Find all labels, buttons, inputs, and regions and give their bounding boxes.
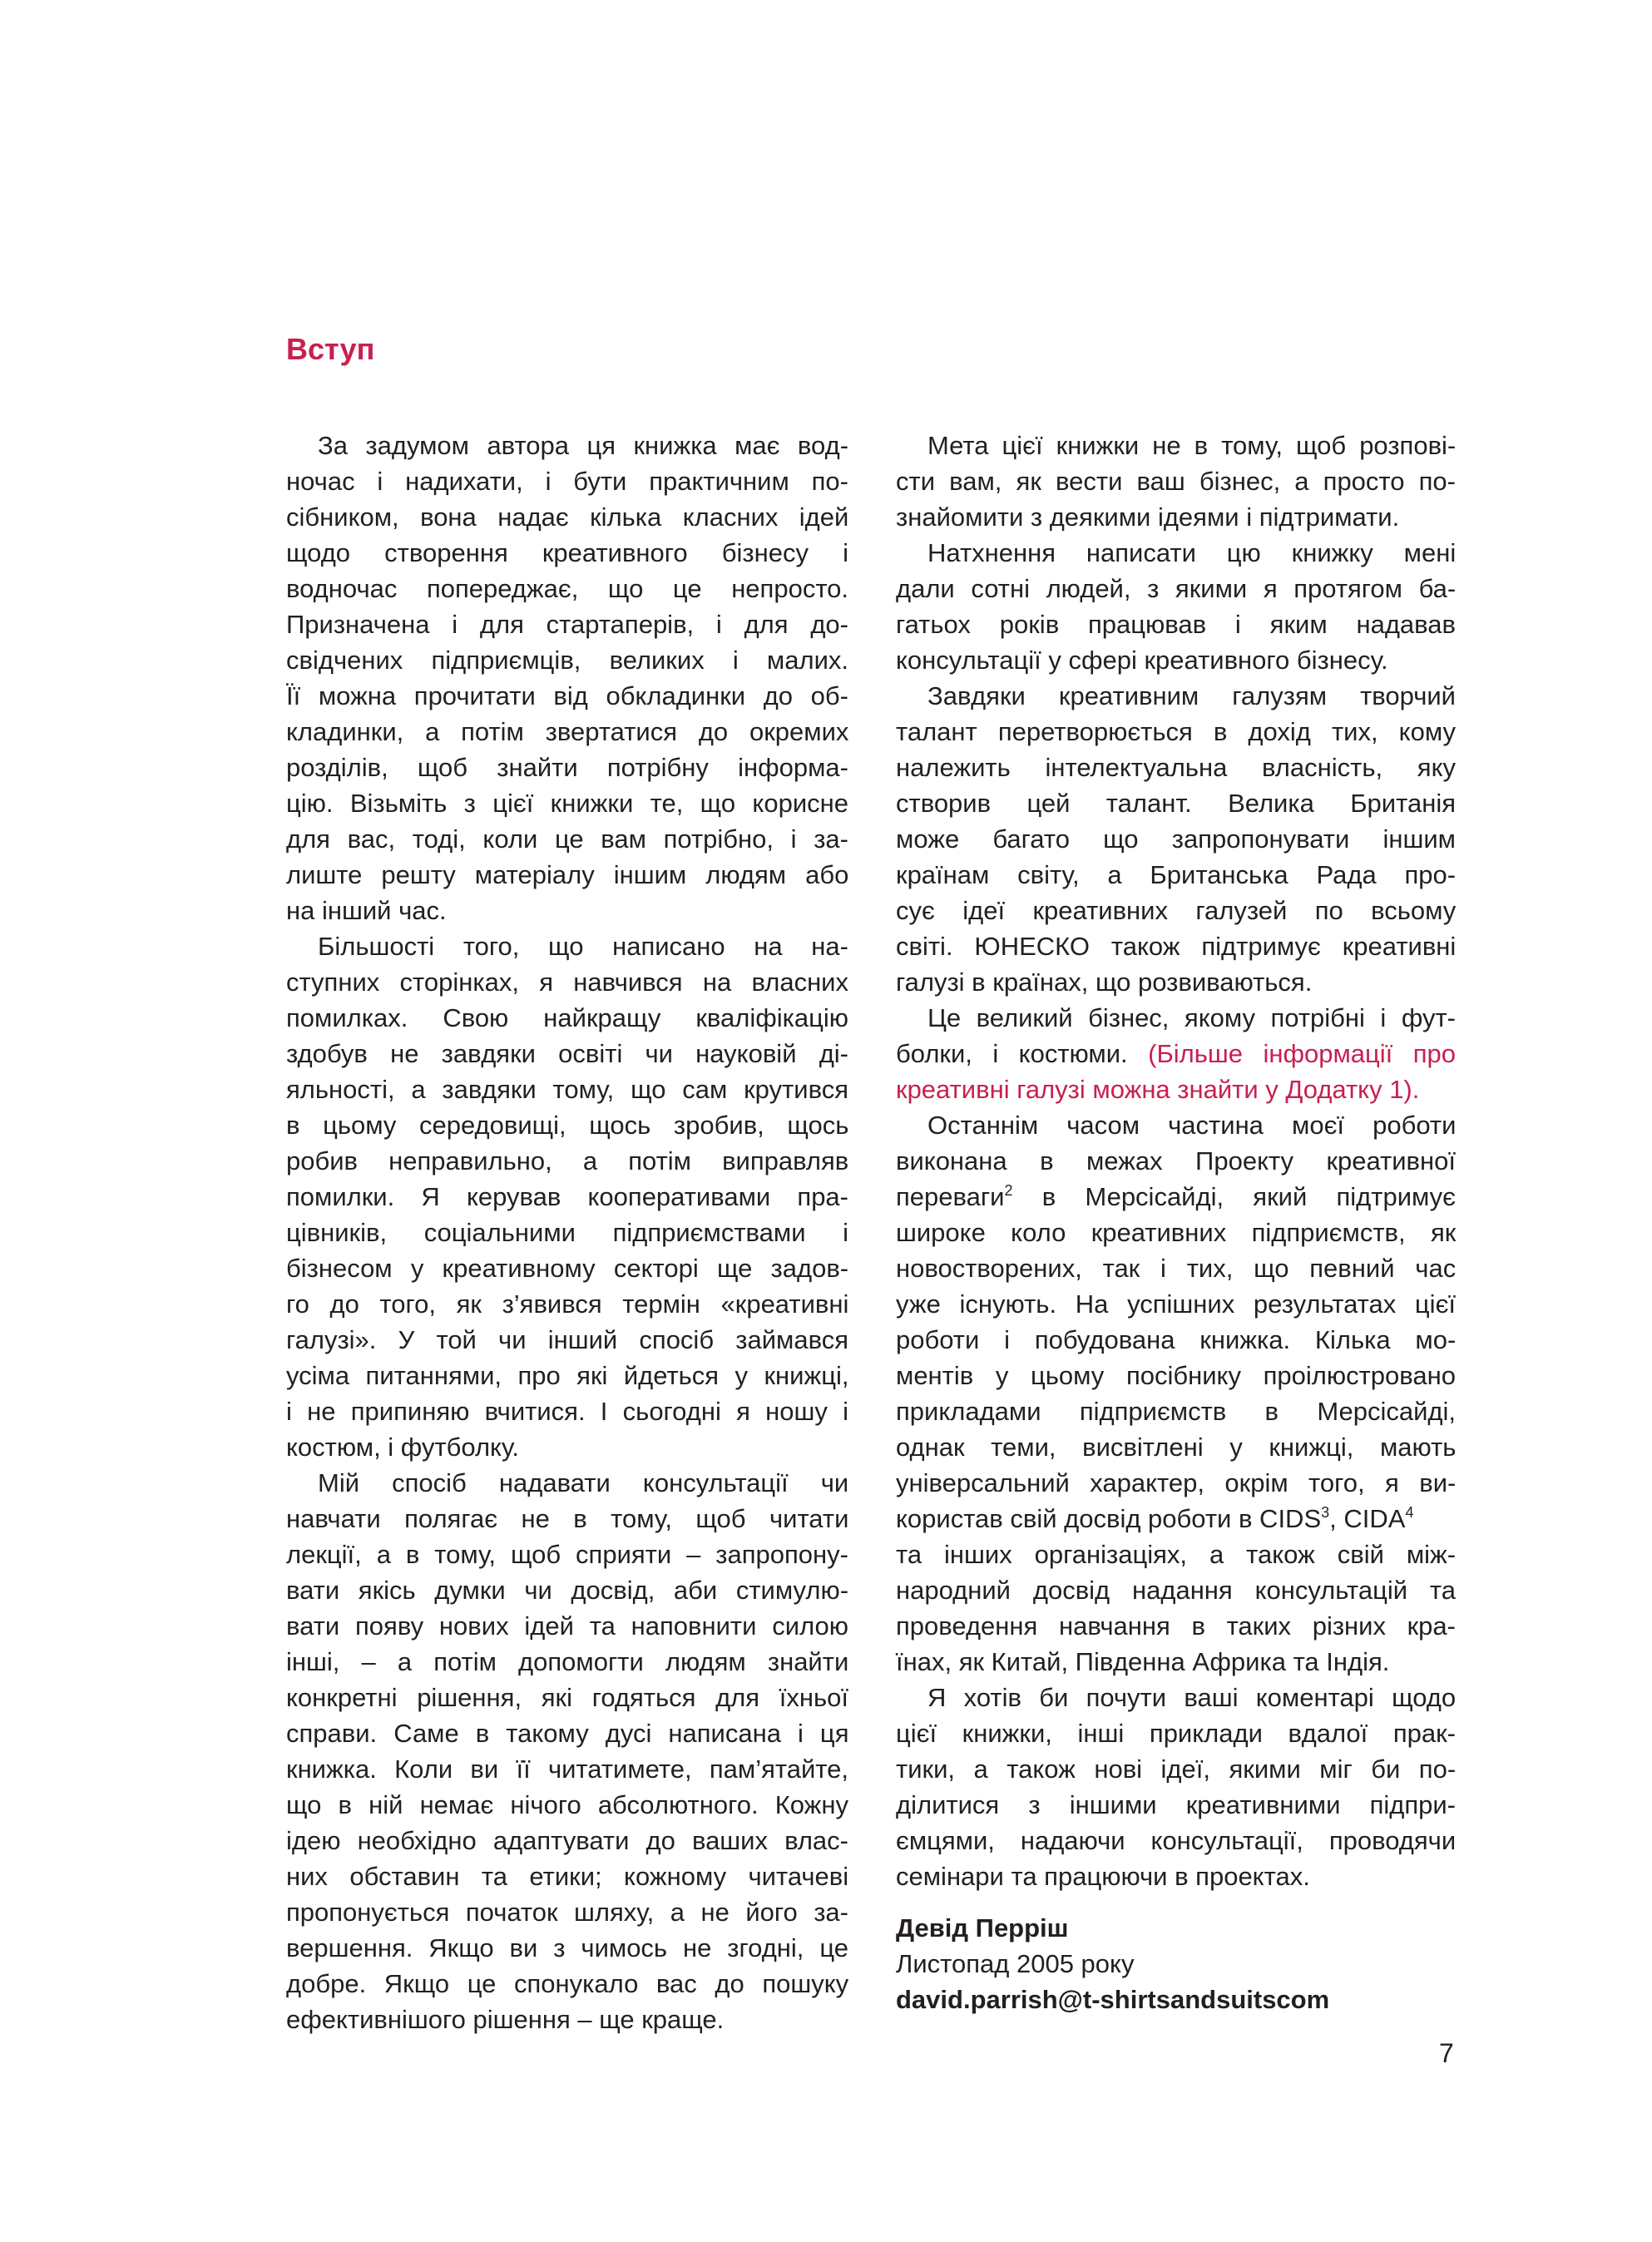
paragraph-5	[896, 535, 1456, 678]
text-fragment: в Мерсісайді, який підтримує	[1012, 1182, 1456, 1211]
text-line: Мій спосіб надавати консультації чи	[318, 1468, 849, 1497]
text-line: Останнім часом частина моєї роботи	[927, 1111, 1457, 1140]
text-line: сібником, вона надає кілька класних ідей	[286, 502, 849, 532]
footnote-marker: 3	[1321, 1504, 1330, 1521]
text-line: помилки. Я керував кооперативами пра-	[286, 1182, 848, 1211]
text-line: їнах, як Китай, Південна Африка та Індія.	[896, 1647, 1390, 1676]
text-line: усіма питаннями, про які йдеться у книжці,	[286, 1361, 849, 1390]
text-line: ефективнішого рішення – ще краще.	[286, 2005, 725, 2034]
text-line: здобув не завдяки освіті чи науковій ді-	[286, 1039, 848, 1068]
text-line: для вас, тоді, коли це вам потрібно, і за-	[286, 824, 848, 854]
text-line: Це великий бізнес, якому потрібні і фут-	[927, 1003, 1456, 1032]
text-line: робив неправильно, а потім виправляв	[286, 1146, 849, 1175]
appendix-reference-cont: креативні галузі можна знайти у Додатку 1).	[896, 1075, 1420, 1104]
author-name: Девід Перріш	[896, 1913, 1069, 1943]
text-line: вати появу нових ідей та наповнити силою	[286, 1611, 848, 1641]
text-fragment: болки, і костюми.	[896, 1039, 1128, 1068]
text-line: справи. Саме в такому дусі написана і ця	[286, 1719, 849, 1748]
text-line: ємцями, надаючи консультації, проводячи	[896, 1826, 1457, 1855]
text-line: країнам світу, а Британська Рада про-	[896, 860, 1457, 889]
text-line: го до того, як з’явився термін «креативні	[286, 1289, 849, 1319]
text-line: дали сотні людей, з якими я протягом ба-	[896, 574, 1457, 603]
text-line: Натхнення написати цю книжку мені	[927, 538, 1457, 567]
text-fragment: користав свій досвід роботи в CIDS	[896, 1504, 1322, 1533]
text-line: народний досвід надання консультацій та	[896, 1576, 1456, 1605]
text-line: розділів, щоб знайти потрібну інформа-	[286, 753, 848, 782]
page-title: Вступ	[286, 332, 375, 366]
text-line: тики, а також нові ідеї, якими міг би по-	[896, 1755, 1457, 1784]
paragraph-8	[896, 1107, 1456, 1680]
text-line: водночас попереджає, що це непросто.	[286, 574, 849, 603]
text-line: та інших організаціях, а також свій між-	[896, 1540, 1457, 1569]
text-line: цівників, соціальними підприємствами і	[286, 1218, 849, 1247]
page-number: 7	[1439, 2038, 1454, 2068]
text-line: помилках. Свою найкращу кваліфікацію	[286, 1003, 848, 1032]
text-line: вершення. Якщо ви з чимось не згодні, це	[286, 1933, 848, 1962]
text-line: За задумом автора ця книжка має вод-	[318, 431, 849, 460]
footnote-marker: 2	[1004, 1182, 1013, 1199]
text-line: ідею необхідно адаптувати до ваших влас-	[286, 1826, 848, 1855]
signature-block	[896, 1910, 1329, 2017]
left-column	[286, 428, 848, 2037]
text-line: цієї книжки, інші приклади вдалої прак-	[896, 1719, 1457, 1748]
text-line: виконана в межах Проекту креативної	[896, 1146, 1456, 1175]
text-line: може багато що запропонувати іншим	[896, 824, 1456, 854]
text-line: Призначена і для стартаперів, і для до-	[286, 610, 848, 639]
text-line: бізнесом у креативному секторі ще задов-	[286, 1254, 849, 1283]
text-line: новостворених, так і тих, що певний час	[896, 1254, 1457, 1283]
text-line: гатьох років працював і яким надавав	[896, 610, 1456, 639]
paragraph-6	[896, 678, 1456, 1000]
appendix-reference: (Більше інформації про	[1148, 1039, 1456, 1068]
paragraph-1	[286, 428, 848, 928]
text-line: галузі в країнах, що розвиваються.	[896, 968, 1313, 997]
text-line	[896, 1179, 1456, 1215]
text-line: універсальний характер, окрім того, я ви-	[896, 1468, 1457, 1497]
text-line: лиште решту матеріалу іншим людям або	[286, 860, 849, 889]
text-line: роботи і побудована книжка. Кілька мо-	[896, 1325, 1457, 1354]
text-line: них обставин та етики; кожному читачеві	[286, 1862, 849, 1891]
text-line: сти вам, як вести ваш бізнес, а просто по-	[896, 467, 1456, 496]
text-line: конкретні рішення, які годяться для їхньої	[286, 1683, 848, 1712]
text-line: цію. Візьміть з цієї книжки те, що корисне	[286, 789, 848, 818]
text-fragment: , CIDA	[1329, 1504, 1406, 1533]
text-line: інші, – а потім допомогти людям знайти	[286, 1647, 849, 1676]
text-line: кладинки, а потім звертатися до окремих	[286, 717, 849, 746]
text-line: Я хотів би почути ваші коментарі щодо	[927, 1683, 1457, 1712]
text-line: талант перетворюється в дохід тих, кому	[896, 717, 1456, 746]
text-line: Завдяки креативним галузям творчий	[927, 681, 1456, 710]
text-line: в цьому середовищі, щось зробив, щось	[286, 1111, 849, 1140]
text-line: книжка. Коли ви її читатимете, пам’ятайте,	[286, 1755, 848, 1784]
text-line: вати якісь думки чи досвід, аби стимулю-	[286, 1576, 849, 1605]
text-line: що в ній немає нічого абсолютного. Кожну	[286, 1790, 848, 1819]
text-line: світі. ЮНЕСКО також підтримує креативні	[896, 932, 1457, 961]
text-fragment: переваги	[896, 1182, 1005, 1211]
text-line: добре. Якщо це спонукало вас до пошуку	[286, 1969, 849, 1998]
text-line: ментів у цьому посібнику проілюстровано	[896, 1361, 1456, 1390]
text-line: належить інтелектуальна власність, яку	[896, 753, 1456, 782]
text-line: сує ідеї креативних галузей по всьому	[896, 896, 1457, 925]
text-line: яльності, а завдяки тому, що сам крутився	[286, 1075, 848, 1104]
text-line: Мета цієї книжки не в тому, щоб розпові-	[927, 431, 1457, 460]
text-line: ступних сторінках, я навчився на власних	[286, 968, 848, 997]
paragraph-3	[286, 1465, 848, 2037]
text-line: широке коло креативних підприємств, як	[896, 1218, 1457, 1247]
footnote-marker: 4	[1405, 1504, 1414, 1521]
text-line: прикладами підприємств в Мерсісайді,	[896, 1397, 1456, 1426]
text-line: щодо створення креативного бізнесу і	[286, 538, 848, 567]
text-line: уже існують. На успішних результатах цієї	[896, 1289, 1456, 1319]
text-line: пропонується початок шляху, а не його за-	[286, 1898, 848, 1927]
paragraph-4	[896, 428, 1456, 535]
text-line: лекції, а в тому, щоб сприяти – запропону-	[286, 1540, 848, 1569]
text-line	[896, 1036, 1456, 1072]
text-line: проведення навчання в таких різних кра-	[896, 1611, 1456, 1641]
text-line: Її можна прочитати від обкладинки до об-	[286, 681, 848, 710]
text-line: ділитися з іншими креативними підпри-	[896, 1790, 1456, 1819]
text-line: на інший час.	[286, 896, 447, 925]
right-column	[896, 428, 1456, 1894]
text-line: знайомити з деякими ідеями і підтримати.	[896, 502, 1400, 532]
text-line: семінари та працюючи в проектах.	[896, 1862, 1310, 1891]
text-line	[896, 1501, 1456, 1537]
paragraph-2	[286, 928, 848, 1465]
signature-date: Листопад 2005 року	[896, 1949, 1135, 1978]
paragraph-7	[896, 1000, 1456, 1107]
text-line: навчати полягає не в тому, щоб читати	[286, 1504, 849, 1533]
text-line: свідчених підприємців, великих і малих.	[286, 646, 848, 675]
text-line: Більшості того, що написано на на-	[318, 932, 848, 961]
text-line: консультації у сфері креативного бізнесу.	[896, 646, 1388, 675]
text-line: однак теми, висвітлені у книжці, мають	[896, 1433, 1457, 1462]
text-line: галузі». У той чи інший спосіб займався	[286, 1325, 848, 1354]
author-email: david.parrish@t-shirtsandsuitscom	[896, 1985, 1330, 2014]
text-line: створив цей талант. Велика Британія	[896, 789, 1456, 818]
text-line: костюм, і футболку.	[286, 1433, 519, 1462]
paragraph-9	[896, 1680, 1456, 1894]
text-line: ночас і надихати, і бути практичним по-	[286, 467, 848, 496]
text-line: і не припиняю вчитися. І сьогодні я ношу і	[286, 1397, 848, 1426]
